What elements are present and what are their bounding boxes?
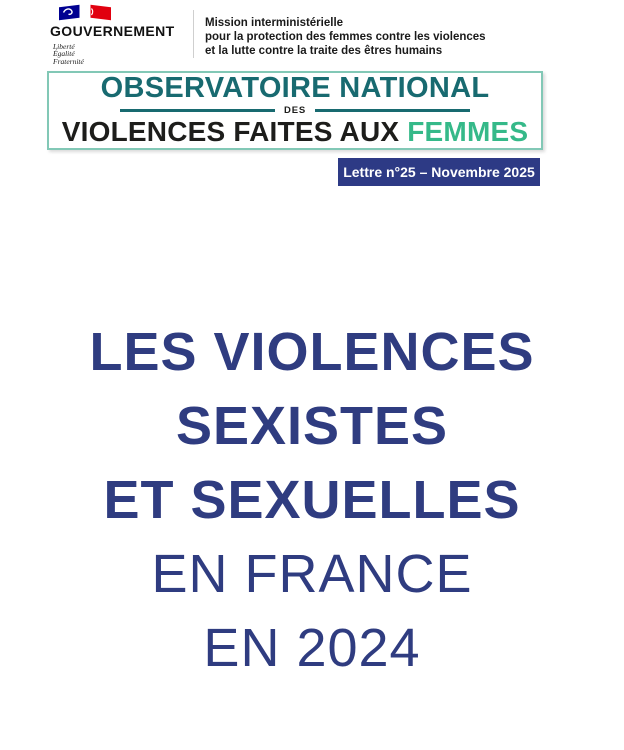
issue-banner-label: Lettre n°25 – Novembre 2025 bbox=[343, 164, 535, 180]
government-logo bbox=[50, 4, 175, 65]
main-title-line: EN FRANCE bbox=[151, 544, 473, 604]
motto-line: Liberté bbox=[53, 42, 75, 51]
observatory-title-line2 bbox=[62, 117, 528, 147]
observatory-title-line2-black: VIOLENCES FAITES AUX bbox=[61, 116, 400, 147]
observatory-title-line1: OBSERVATOIRE NATIONAL bbox=[100, 72, 490, 104]
observatory-connector: DES bbox=[284, 105, 306, 116]
motto-line: Fraternité bbox=[53, 56, 84, 66]
main-title-line: LES VIOLENCES bbox=[89, 322, 535, 382]
observatory-connector-row bbox=[120, 105, 470, 116]
mission-text bbox=[205, 17, 486, 58]
marianne-flag-icon bbox=[57, 4, 113, 21]
issue-banner bbox=[338, 158, 540, 186]
connector-rule-left bbox=[120, 109, 275, 112]
main-title bbox=[0, 315, 624, 685]
connector-rule-right bbox=[315, 109, 470, 112]
government-wordmark: GOUVERNEMENT bbox=[50, 23, 175, 39]
main-title-line: ET SEXUELLES bbox=[103, 470, 521, 530]
government-motto bbox=[53, 43, 175, 65]
main-title-line: SEXISTES bbox=[175, 396, 449, 456]
header-divider bbox=[193, 10, 194, 58]
observatory-banner bbox=[47, 71, 543, 150]
mission-line: et la lutte contre la traite des êtres humains bbox=[205, 44, 443, 57]
observatory-title-line2-green: FEMMES bbox=[407, 116, 529, 147]
mission-line: pour la protection des femmes contre les violences bbox=[205, 30, 486, 43]
motto-line: Égalité bbox=[53, 49, 75, 59]
mission-line: Mission interministérielle bbox=[205, 17, 344, 29]
main-title-line: EN 2024 bbox=[203, 618, 421, 678]
